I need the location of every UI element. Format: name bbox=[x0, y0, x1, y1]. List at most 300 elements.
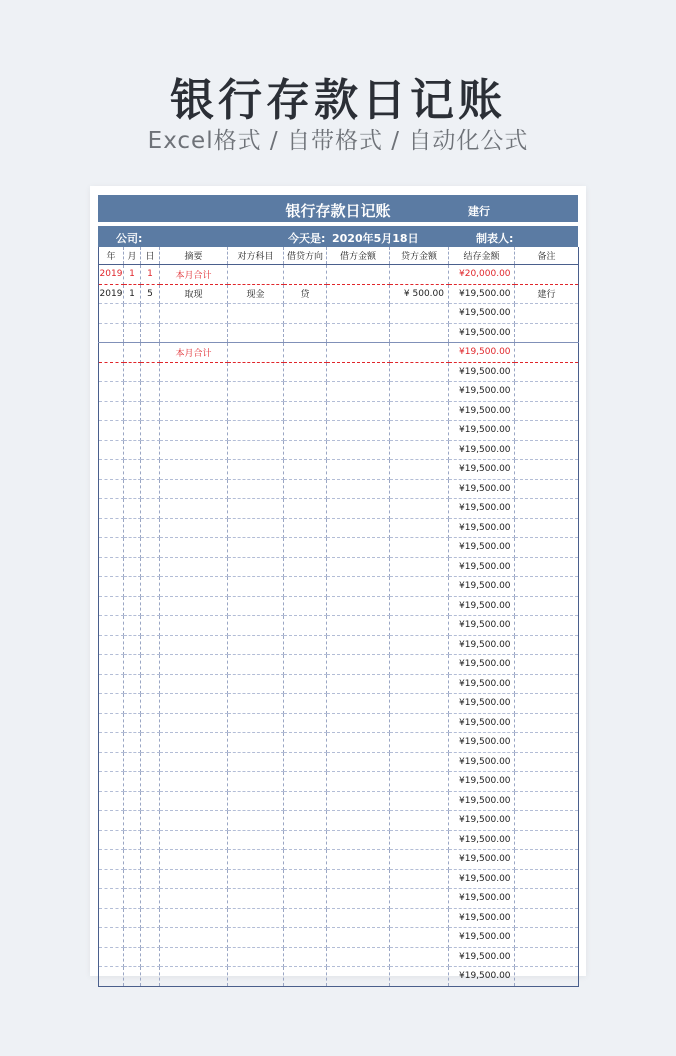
cell-note[interactable] bbox=[515, 947, 579, 967]
cell-year[interactable] bbox=[99, 304, 124, 324]
cell-balance[interactable]: ¥19,500.00 bbox=[449, 928, 515, 948]
cell-day[interactable] bbox=[141, 928, 160, 948]
cell-year[interactable] bbox=[99, 674, 124, 694]
cell-year[interactable] bbox=[99, 421, 124, 441]
cell-debit[interactable] bbox=[327, 889, 390, 909]
cell-direction[interactable] bbox=[284, 421, 327, 441]
cell-day[interactable] bbox=[141, 557, 160, 577]
cell-note[interactable] bbox=[515, 343, 579, 363]
cell-year[interactable] bbox=[99, 343, 124, 363]
cell-credit[interactable] bbox=[390, 265, 449, 285]
cell-direction[interactable] bbox=[284, 382, 327, 402]
cell-debit[interactable] bbox=[327, 733, 390, 753]
cell-account[interactable] bbox=[228, 889, 284, 909]
cell-year[interactable] bbox=[99, 479, 124, 499]
cell-day[interactable] bbox=[141, 947, 160, 967]
cell-day[interactable] bbox=[141, 908, 160, 928]
cell-direction[interactable] bbox=[284, 499, 327, 519]
cell-month[interactable] bbox=[124, 713, 141, 733]
cell-month[interactable] bbox=[124, 479, 141, 499]
cell-month[interactable] bbox=[124, 947, 141, 967]
cell-debit[interactable] bbox=[327, 284, 390, 304]
cell-month[interactable] bbox=[124, 694, 141, 714]
cell-summary[interactable] bbox=[160, 440, 228, 460]
cell-direction[interactable] bbox=[284, 752, 327, 772]
cell-summary[interactable] bbox=[160, 460, 228, 480]
cell-balance[interactable]: ¥19,500.00 bbox=[449, 811, 515, 831]
cell-day[interactable] bbox=[141, 752, 160, 772]
cell-summary[interactable]: 本月合计 bbox=[160, 343, 228, 363]
cell-direction[interactable] bbox=[284, 343, 327, 363]
cell-debit[interactable] bbox=[327, 518, 390, 538]
cell-day[interactable] bbox=[141, 304, 160, 324]
cell-month[interactable] bbox=[124, 460, 141, 480]
cell-year[interactable] bbox=[99, 733, 124, 753]
cell-balance[interactable]: ¥19,500.00 bbox=[449, 323, 515, 343]
cell-summary[interactable] bbox=[160, 850, 228, 870]
cell-credit[interactable] bbox=[390, 733, 449, 753]
cell-debit[interactable] bbox=[327, 421, 390, 441]
cell-summary[interactable] bbox=[160, 557, 228, 577]
cell-direction[interactable] bbox=[284, 830, 327, 850]
cell-debit[interactable] bbox=[327, 811, 390, 831]
cell-direction[interactable] bbox=[284, 713, 327, 733]
cell-day[interactable] bbox=[141, 772, 160, 792]
cell-month[interactable] bbox=[124, 538, 141, 558]
cell-credit[interactable] bbox=[390, 440, 449, 460]
cell-direction[interactable] bbox=[284, 869, 327, 889]
cell-summary[interactable] bbox=[160, 830, 228, 850]
cell-debit[interactable] bbox=[327, 440, 390, 460]
cell-day[interactable] bbox=[141, 616, 160, 636]
cell-day[interactable] bbox=[141, 518, 160, 538]
cell-summary[interactable] bbox=[160, 401, 228, 421]
cell-day[interactable] bbox=[141, 850, 160, 870]
cell-balance[interactable]: ¥19,500.00 bbox=[449, 538, 515, 558]
cell-year[interactable] bbox=[99, 791, 124, 811]
cell-summary[interactable] bbox=[160, 362, 228, 382]
cell-balance[interactable]: ¥19,500.00 bbox=[449, 557, 515, 577]
cell-note[interactable] bbox=[515, 538, 579, 558]
cell-credit[interactable] bbox=[390, 830, 449, 850]
cell-credit[interactable] bbox=[390, 401, 449, 421]
cell-day[interactable] bbox=[141, 655, 160, 675]
cell-note[interactable] bbox=[515, 869, 579, 889]
cell-day[interactable] bbox=[141, 830, 160, 850]
cell-month[interactable] bbox=[124, 655, 141, 675]
cell-summary[interactable] bbox=[160, 733, 228, 753]
cell-month[interactable] bbox=[124, 830, 141, 850]
cell-credit[interactable]: ¥ 500.00 bbox=[390, 284, 449, 304]
cell-debit[interactable] bbox=[327, 908, 390, 928]
cell-credit[interactable] bbox=[390, 967, 449, 987]
cell-credit[interactable] bbox=[390, 479, 449, 499]
cell-note[interactable] bbox=[515, 401, 579, 421]
cell-direction[interactable] bbox=[284, 440, 327, 460]
cell-note[interactable] bbox=[515, 557, 579, 577]
cell-day[interactable] bbox=[141, 596, 160, 616]
cell-credit[interactable] bbox=[390, 928, 449, 948]
cell-balance[interactable]: ¥19,500.00 bbox=[449, 694, 515, 714]
cell-note[interactable] bbox=[515, 421, 579, 441]
cell-debit[interactable] bbox=[327, 967, 390, 987]
cell-day[interactable] bbox=[141, 577, 160, 597]
cell-balance[interactable]: ¥19,500.00 bbox=[449, 752, 515, 772]
cell-note[interactable] bbox=[515, 616, 579, 636]
cell-credit[interactable] bbox=[390, 713, 449, 733]
cell-day[interactable] bbox=[141, 889, 160, 909]
cell-direction[interactable] bbox=[284, 694, 327, 714]
cell-year[interactable] bbox=[99, 694, 124, 714]
cell-credit[interactable] bbox=[390, 752, 449, 772]
cell-year[interactable] bbox=[99, 382, 124, 402]
cell-account[interactable] bbox=[228, 382, 284, 402]
cell-debit[interactable] bbox=[327, 265, 390, 285]
cell-month[interactable] bbox=[124, 967, 141, 987]
cell-direction[interactable] bbox=[284, 928, 327, 948]
cell-note[interactable] bbox=[515, 928, 579, 948]
cell-balance[interactable]: ¥19,500.00 bbox=[449, 791, 515, 811]
cell-summary[interactable] bbox=[160, 323, 228, 343]
cell-account[interactable] bbox=[228, 538, 284, 558]
cell-month[interactable] bbox=[124, 811, 141, 831]
cell-balance[interactable]: ¥19,500.00 bbox=[449, 635, 515, 655]
cell-balance[interactable]: ¥19,500.00 bbox=[449, 869, 515, 889]
cell-note[interactable] bbox=[515, 791, 579, 811]
cell-note[interactable] bbox=[515, 440, 579, 460]
cell-direction[interactable] bbox=[284, 908, 327, 928]
cell-note[interactable] bbox=[515, 908, 579, 928]
cell-credit[interactable] bbox=[390, 343, 449, 363]
cell-balance[interactable]: ¥19,500.00 bbox=[449, 401, 515, 421]
cell-day[interactable] bbox=[141, 362, 160, 382]
cell-debit[interactable] bbox=[327, 791, 390, 811]
cell-credit[interactable] bbox=[390, 323, 449, 343]
cell-balance[interactable]: ¥19,500.00 bbox=[449, 616, 515, 636]
cell-summary[interactable] bbox=[160, 713, 228, 733]
cell-day[interactable] bbox=[141, 674, 160, 694]
cell-month[interactable] bbox=[124, 791, 141, 811]
cell-day[interactable] bbox=[141, 791, 160, 811]
cell-month[interactable] bbox=[124, 850, 141, 870]
cell-balance[interactable]: ¥19,500.00 bbox=[449, 830, 515, 850]
cell-month[interactable] bbox=[124, 733, 141, 753]
cell-account[interactable] bbox=[228, 752, 284, 772]
cell-year[interactable] bbox=[99, 928, 124, 948]
cell-direction[interactable] bbox=[284, 460, 327, 480]
cell-balance[interactable]: ¥19,500.00 bbox=[449, 850, 515, 870]
cell-direction[interactable]: 贷 bbox=[284, 284, 327, 304]
cell-account[interactable] bbox=[228, 362, 284, 382]
cell-year[interactable] bbox=[99, 596, 124, 616]
cell-direction[interactable] bbox=[284, 967, 327, 987]
cell-summary[interactable] bbox=[160, 947, 228, 967]
cell-credit[interactable] bbox=[390, 518, 449, 538]
cell-note[interactable] bbox=[515, 382, 579, 402]
cell-summary[interactable] bbox=[160, 908, 228, 928]
cell-note[interactable] bbox=[515, 772, 579, 792]
cell-debit[interactable] bbox=[327, 499, 390, 519]
cell-debit[interactable] bbox=[327, 713, 390, 733]
cell-credit[interactable] bbox=[390, 811, 449, 831]
cell-account[interactable] bbox=[228, 596, 284, 616]
cell-account[interactable] bbox=[228, 440, 284, 460]
cell-account[interactable] bbox=[228, 655, 284, 675]
cell-month[interactable] bbox=[124, 343, 141, 363]
cell-debit[interactable] bbox=[327, 772, 390, 792]
cell-account[interactable] bbox=[228, 850, 284, 870]
cell-balance[interactable]: ¥19,500.00 bbox=[449, 908, 515, 928]
cell-month[interactable] bbox=[124, 323, 141, 343]
cell-day[interactable] bbox=[141, 421, 160, 441]
cell-account[interactable] bbox=[228, 343, 284, 363]
cell-year[interactable]: 2019 bbox=[99, 265, 124, 285]
cell-year[interactable] bbox=[99, 713, 124, 733]
cell-account[interactable] bbox=[228, 557, 284, 577]
cell-balance[interactable]: ¥19,500.00 bbox=[449, 304, 515, 324]
cell-credit[interactable] bbox=[390, 304, 449, 324]
cell-day[interactable] bbox=[141, 967, 160, 987]
cell-direction[interactable] bbox=[284, 557, 327, 577]
cell-direction[interactable] bbox=[284, 635, 327, 655]
cell-month[interactable] bbox=[124, 908, 141, 928]
cell-direction[interactable] bbox=[284, 947, 327, 967]
cell-month[interactable] bbox=[124, 557, 141, 577]
cell-year[interactable] bbox=[99, 772, 124, 792]
cell-summary[interactable] bbox=[160, 596, 228, 616]
cell-credit[interactable] bbox=[390, 557, 449, 577]
cell-note[interactable] bbox=[515, 811, 579, 831]
cell-debit[interactable] bbox=[327, 577, 390, 597]
cell-year[interactable] bbox=[99, 616, 124, 636]
cell-account[interactable] bbox=[228, 772, 284, 792]
cell-account[interactable] bbox=[228, 928, 284, 948]
cell-year[interactable] bbox=[99, 538, 124, 558]
cell-debit[interactable] bbox=[327, 850, 390, 870]
cell-note[interactable] bbox=[515, 967, 579, 987]
cell-balance[interactable]: ¥19,500.00 bbox=[449, 421, 515, 441]
cell-debit[interactable] bbox=[327, 655, 390, 675]
cell-summary[interactable] bbox=[160, 674, 228, 694]
cell-summary[interactable]: 本月合计 bbox=[160, 265, 228, 285]
cell-summary[interactable] bbox=[160, 928, 228, 948]
cell-year[interactable] bbox=[99, 401, 124, 421]
cell-credit[interactable] bbox=[390, 635, 449, 655]
cell-credit[interactable] bbox=[390, 577, 449, 597]
cell-day[interactable] bbox=[141, 479, 160, 499]
cell-day[interactable] bbox=[141, 401, 160, 421]
cell-summary[interactable] bbox=[160, 772, 228, 792]
cell-summary[interactable] bbox=[160, 791, 228, 811]
cell-month[interactable] bbox=[124, 518, 141, 538]
cell-balance[interactable]: ¥20,000.00 bbox=[449, 265, 515, 285]
cell-balance[interactable]: ¥19,500.00 bbox=[449, 772, 515, 792]
cell-summary[interactable] bbox=[160, 499, 228, 519]
cell-balance[interactable]: ¥19,500.00 bbox=[449, 889, 515, 909]
cell-direction[interactable] bbox=[284, 362, 327, 382]
cell-balance[interactable]: ¥19,500.00 bbox=[449, 382, 515, 402]
cell-balance[interactable]: ¥19,500.00 bbox=[449, 596, 515, 616]
cell-year[interactable] bbox=[99, 499, 124, 519]
cell-account[interactable] bbox=[228, 577, 284, 597]
cell-note[interactable]: 建行 bbox=[515, 284, 579, 304]
cell-account[interactable] bbox=[228, 694, 284, 714]
cell-account[interactable] bbox=[228, 518, 284, 538]
cell-direction[interactable] bbox=[284, 733, 327, 753]
cell-credit[interactable] bbox=[390, 460, 449, 480]
cell-balance[interactable]: ¥19,500.00 bbox=[449, 362, 515, 382]
cell-balance[interactable]: ¥19,500.00 bbox=[449, 343, 515, 363]
cell-month[interactable] bbox=[124, 440, 141, 460]
cell-day[interactable] bbox=[141, 499, 160, 519]
cell-summary[interactable]: 取现 bbox=[160, 284, 228, 304]
cell-credit[interactable] bbox=[390, 382, 449, 402]
cell-debit[interactable] bbox=[327, 304, 390, 324]
cell-direction[interactable] bbox=[284, 538, 327, 558]
cell-debit[interactable] bbox=[327, 323, 390, 343]
cell-account[interactable] bbox=[228, 733, 284, 753]
cell-balance[interactable]: ¥19,500.00 bbox=[449, 440, 515, 460]
cell-debit[interactable] bbox=[327, 460, 390, 480]
cell-day[interactable] bbox=[141, 869, 160, 889]
cell-note[interactable] bbox=[515, 694, 579, 714]
cell-year[interactable] bbox=[99, 811, 124, 831]
cell-day[interactable]: 5 bbox=[141, 284, 160, 304]
cell-account[interactable] bbox=[228, 830, 284, 850]
cell-summary[interactable] bbox=[160, 518, 228, 538]
cell-month[interactable] bbox=[124, 928, 141, 948]
cell-direction[interactable] bbox=[284, 889, 327, 909]
cell-day[interactable] bbox=[141, 811, 160, 831]
cell-note[interactable] bbox=[515, 596, 579, 616]
cell-direction[interactable] bbox=[284, 518, 327, 538]
cell-credit[interactable] bbox=[390, 421, 449, 441]
cell-debit[interactable] bbox=[327, 674, 390, 694]
cell-month[interactable] bbox=[124, 421, 141, 441]
cell-year[interactable] bbox=[99, 889, 124, 909]
cell-year[interactable] bbox=[99, 655, 124, 675]
cell-balance[interactable]: ¥19,500.00 bbox=[449, 499, 515, 519]
cell-balance[interactable]: ¥19,500.00 bbox=[449, 947, 515, 967]
cell-year[interactable] bbox=[99, 557, 124, 577]
cell-account[interactable] bbox=[228, 323, 284, 343]
cell-month[interactable] bbox=[124, 635, 141, 655]
cell-summary[interactable] bbox=[160, 811, 228, 831]
cell-note[interactable] bbox=[515, 850, 579, 870]
cell-account[interactable] bbox=[228, 401, 284, 421]
cell-direction[interactable] bbox=[284, 577, 327, 597]
cell-day[interactable] bbox=[141, 460, 160, 480]
cell-debit[interactable] bbox=[327, 557, 390, 577]
cell-direction[interactable] bbox=[284, 265, 327, 285]
cell-year[interactable] bbox=[99, 362, 124, 382]
cell-summary[interactable] bbox=[160, 752, 228, 772]
cell-note[interactable] bbox=[515, 265, 579, 285]
cell-account[interactable] bbox=[228, 499, 284, 519]
cell-summary[interactable] bbox=[160, 889, 228, 909]
cell-year[interactable] bbox=[99, 908, 124, 928]
cell-account[interactable] bbox=[228, 947, 284, 967]
cell-balance[interactable]: ¥19,500.00 bbox=[449, 655, 515, 675]
cell-direction[interactable] bbox=[284, 655, 327, 675]
cell-day[interactable] bbox=[141, 635, 160, 655]
cell-direction[interactable] bbox=[284, 304, 327, 324]
cell-note[interactable] bbox=[515, 304, 579, 324]
cell-debit[interactable] bbox=[327, 635, 390, 655]
cell-debit[interactable] bbox=[327, 596, 390, 616]
cell-note[interactable] bbox=[515, 655, 579, 675]
cell-month[interactable] bbox=[124, 674, 141, 694]
cell-summary[interactable] bbox=[160, 479, 228, 499]
cell-year[interactable] bbox=[99, 323, 124, 343]
cell-direction[interactable] bbox=[284, 791, 327, 811]
cell-summary[interactable] bbox=[160, 635, 228, 655]
cell-direction[interactable] bbox=[284, 323, 327, 343]
cell-direction[interactable] bbox=[284, 616, 327, 636]
cell-summary[interactable] bbox=[160, 869, 228, 889]
cell-month[interactable]: 1 bbox=[124, 284, 141, 304]
cell-debit[interactable] bbox=[327, 538, 390, 558]
cell-direction[interactable] bbox=[284, 479, 327, 499]
cell-day[interactable]: 1 bbox=[141, 265, 160, 285]
cell-note[interactable] bbox=[515, 713, 579, 733]
cell-note[interactable] bbox=[515, 518, 579, 538]
cell-month[interactable] bbox=[124, 304, 141, 324]
cell-day[interactable] bbox=[141, 343, 160, 363]
cell-account[interactable] bbox=[228, 713, 284, 733]
cell-month[interactable]: 1 bbox=[124, 265, 141, 285]
cell-summary[interactable] bbox=[160, 538, 228, 558]
cell-note[interactable] bbox=[515, 830, 579, 850]
cell-summary[interactable] bbox=[160, 967, 228, 987]
cell-day[interactable] bbox=[141, 733, 160, 753]
cell-account[interactable] bbox=[228, 791, 284, 811]
cell-balance[interactable]: ¥19,500.00 bbox=[449, 460, 515, 480]
cell-year[interactable] bbox=[99, 967, 124, 987]
cell-direction[interactable] bbox=[284, 401, 327, 421]
cell-debit[interactable] bbox=[327, 694, 390, 714]
cell-note[interactable] bbox=[515, 460, 579, 480]
cell-credit[interactable] bbox=[390, 596, 449, 616]
cell-note[interactable] bbox=[515, 889, 579, 909]
cell-year[interactable] bbox=[99, 752, 124, 772]
cell-year[interactable] bbox=[99, 518, 124, 538]
cell-debit[interactable] bbox=[327, 479, 390, 499]
cell-month[interactable] bbox=[124, 577, 141, 597]
cell-year[interactable] bbox=[99, 635, 124, 655]
cell-account[interactable] bbox=[228, 908, 284, 928]
cell-note[interactable] bbox=[515, 752, 579, 772]
cell-balance[interactable]: ¥19,500.00 bbox=[449, 518, 515, 538]
cell-direction[interactable] bbox=[284, 596, 327, 616]
cell-day[interactable] bbox=[141, 323, 160, 343]
cell-day[interactable] bbox=[141, 538, 160, 558]
cell-balance[interactable]: ¥19,500.00 bbox=[449, 674, 515, 694]
cell-credit[interactable] bbox=[390, 869, 449, 889]
cell-credit[interactable] bbox=[390, 791, 449, 811]
cell-account[interactable] bbox=[228, 421, 284, 441]
cell-credit[interactable] bbox=[390, 538, 449, 558]
cell-day[interactable] bbox=[141, 694, 160, 714]
cell-day[interactable] bbox=[141, 713, 160, 733]
cell-month[interactable] bbox=[124, 772, 141, 792]
cell-debit[interactable] bbox=[327, 928, 390, 948]
cell-balance[interactable]: ¥19,500.00 bbox=[449, 713, 515, 733]
cell-debit[interactable] bbox=[327, 869, 390, 889]
cell-debit[interactable] bbox=[327, 616, 390, 636]
cell-month[interactable] bbox=[124, 382, 141, 402]
cell-month[interactable] bbox=[124, 752, 141, 772]
